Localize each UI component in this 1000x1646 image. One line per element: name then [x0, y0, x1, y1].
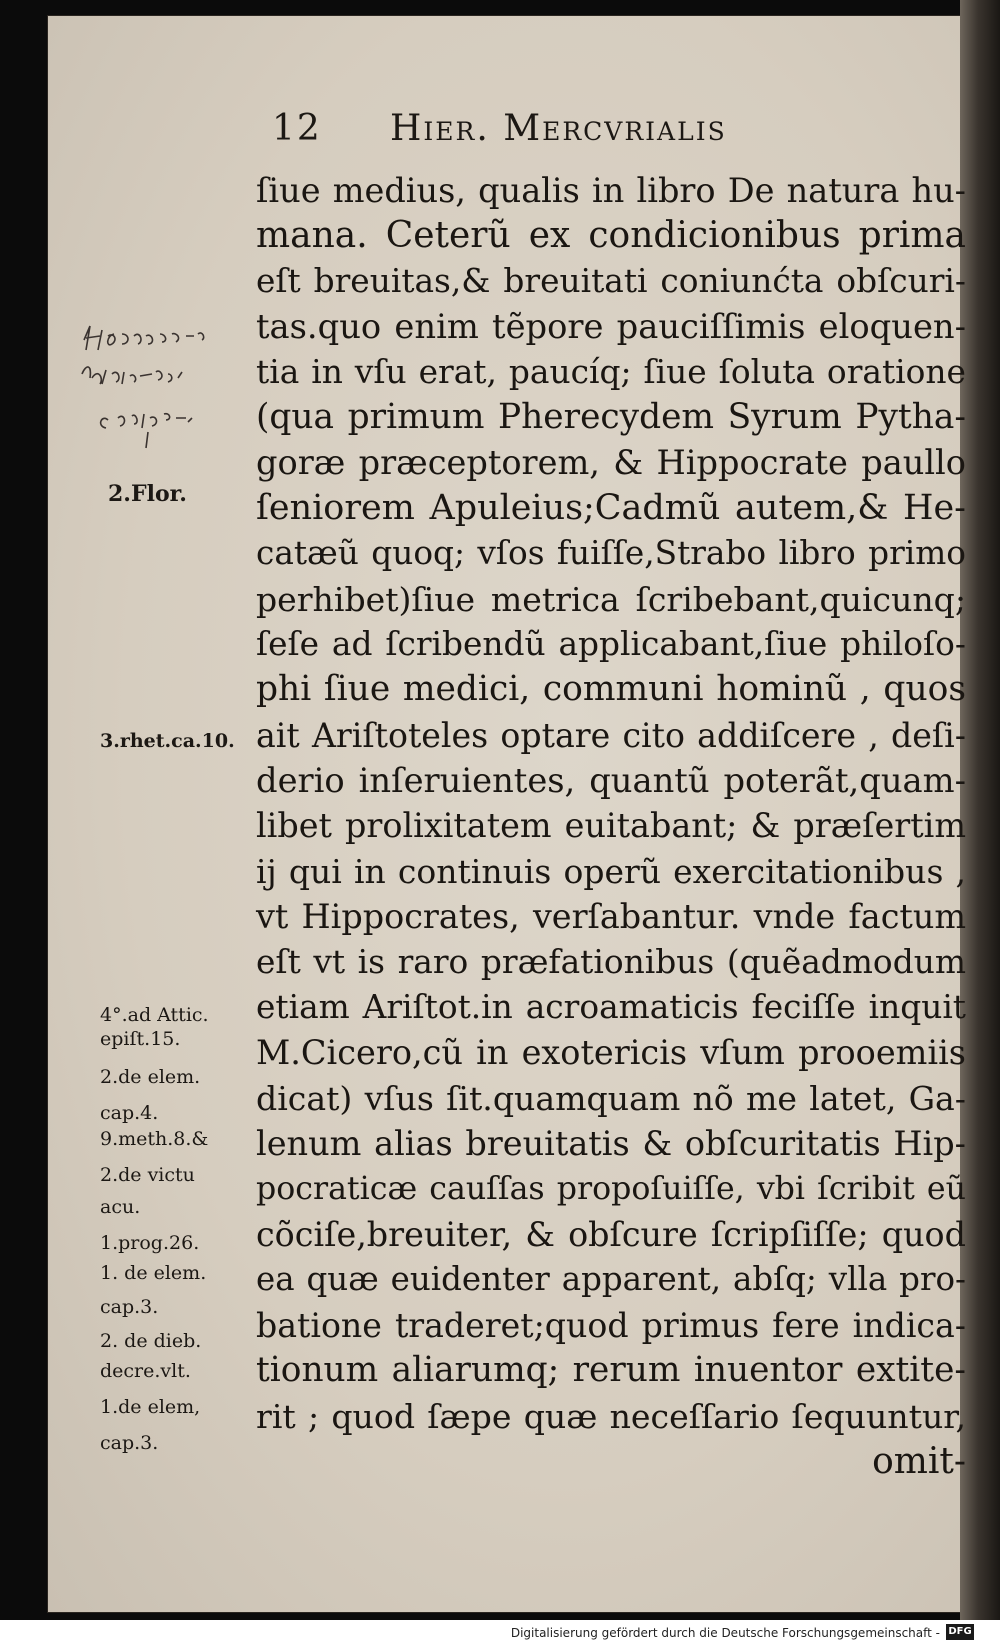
margin-note: 2.de elem. [100, 1066, 201, 1088]
margin-note: 3.rhet.ca.10. [100, 730, 235, 752]
text-line: ſeſe ad ſcribendũ applicabant,ſiue philoſo- [256, 624, 966, 663]
text-line: ij qui in continuis operũ exercitationibus , [256, 851, 966, 891]
margin-note: decre.vlt. [100, 1360, 191, 1382]
text-line: M.Cicero,cũ in exotericis vſum prooemiis [256, 1033, 966, 1073]
text-line: ea quæ euidenter apparent, abſq; vlla pro- [256, 1260, 966, 1299]
margin-note: cap.3. [100, 1432, 159, 1454]
margin-note: 1.prog.26. [100, 1232, 200, 1254]
dfg-logo: DFG [946, 1624, 974, 1640]
text-line: vt Hippocrates, verſabantur. vnde factum [256, 897, 966, 937]
margin-note: 1.de elem, [100, 1396, 201, 1418]
text-line: etiam Ariſtot.in acroamaticis feciſſe inquit [256, 988, 966, 1027]
text-line: lenum alias breuitatis & obſcuritatis Hip- [256, 1124, 966, 1164]
text-line: phi ſiue medici, communi hominũ , quos [256, 669, 966, 710]
running-head: Hier. Mercvrialis [390, 108, 727, 149]
page-number: 12 [272, 108, 322, 149]
text-line: goræ præceptorem, & Hippocrate paullo [256, 443, 966, 483]
margin-note: 2. de dieb. [100, 1330, 202, 1352]
margin-note: epiſt.15. [100, 1028, 181, 1050]
text-line: cõciſe,breuiter, & obſcure ſcripſiſſe; quod [256, 1214, 966, 1254]
page-header [272, 108, 862, 162]
text-line: ſiue medius, qualis in libro De natura hu- [256, 171, 966, 210]
handwritten-annotation [78, 322, 248, 452]
text-line: perhibet)ſiue metrica ſcribebant,quicunq; [256, 579, 966, 619]
text-line: libet prolixitatem euitabant; & præſertim [256, 806, 966, 846]
text-line: batione traderet;quod primus fere indica- [256, 1305, 966, 1345]
margin-note: cap.4. [100, 1102, 159, 1124]
margin-note: acu. [100, 1196, 141, 1218]
text-line: tionum aliarumq; rerum inuentor extite- [256, 1350, 966, 1391]
text-line: tia in vſu erat, paucíq; ſiue ſoluta oratione [256, 352, 966, 391]
text-line: derio inſeruientes, quantũ poterãt,quam- [256, 761, 966, 801]
text-line: pocraticæ cauſſas propoſuiſſe, vbi ſcribit eũ [256, 1170, 966, 1207]
body-text [256, 168, 966, 1484]
text-line: eſt vt is raro præfationibus (quẽadmodum [256, 942, 966, 981]
footer-bar [0, 1620, 1000, 1646]
text-line: ait Ariſtoteles optare cito addiſcere , deſi- [256, 715, 966, 755]
text-line: tas.quo enim tẽpore pauciſſimis eloquen- [256, 307, 966, 347]
text-line: ſeniorem Apuleius;Cadmũ autem,& He- [256, 487, 966, 528]
funding-credit: Digitalisierung gefördert durch die Deutsche Forschungsgemeinschaft - [510, 1626, 940, 1640]
margin-note: 4°.ad Attic. [100, 1004, 209, 1026]
margin-note: 2.de victu [100, 1164, 195, 1186]
text-line: omit- [872, 1440, 966, 1482]
margin-note: 9.meth.8.& [100, 1128, 209, 1150]
page-fold-shadow [960, 0, 1000, 1620]
text-line: dicat) vſus ſit.quamquam nõ me latet, Ga- [256, 1078, 966, 1118]
margin-note: cap.3. [100, 1296, 159, 1318]
text-line: rit ; quod ſæpe quæ neceſſario ſequuntur, [256, 1396, 966, 1436]
text-line: eſt breuitas,& breuitati coniunćta obſcuri- [256, 261, 966, 300]
margin-note: 2.Flor. [108, 481, 187, 507]
margin-note: 1. de elem. [100, 1262, 207, 1284]
margin-notes [0, 0, 260, 1600]
text-line: catæũ quoq; vſos fuiſſe,Strabo libro primo [256, 534, 966, 573]
text-line: (qua primum Pherecydem Syrum Pytha- [256, 396, 966, 437]
text-line: mana. Ceterũ ex condicionibus prima [256, 215, 966, 257]
